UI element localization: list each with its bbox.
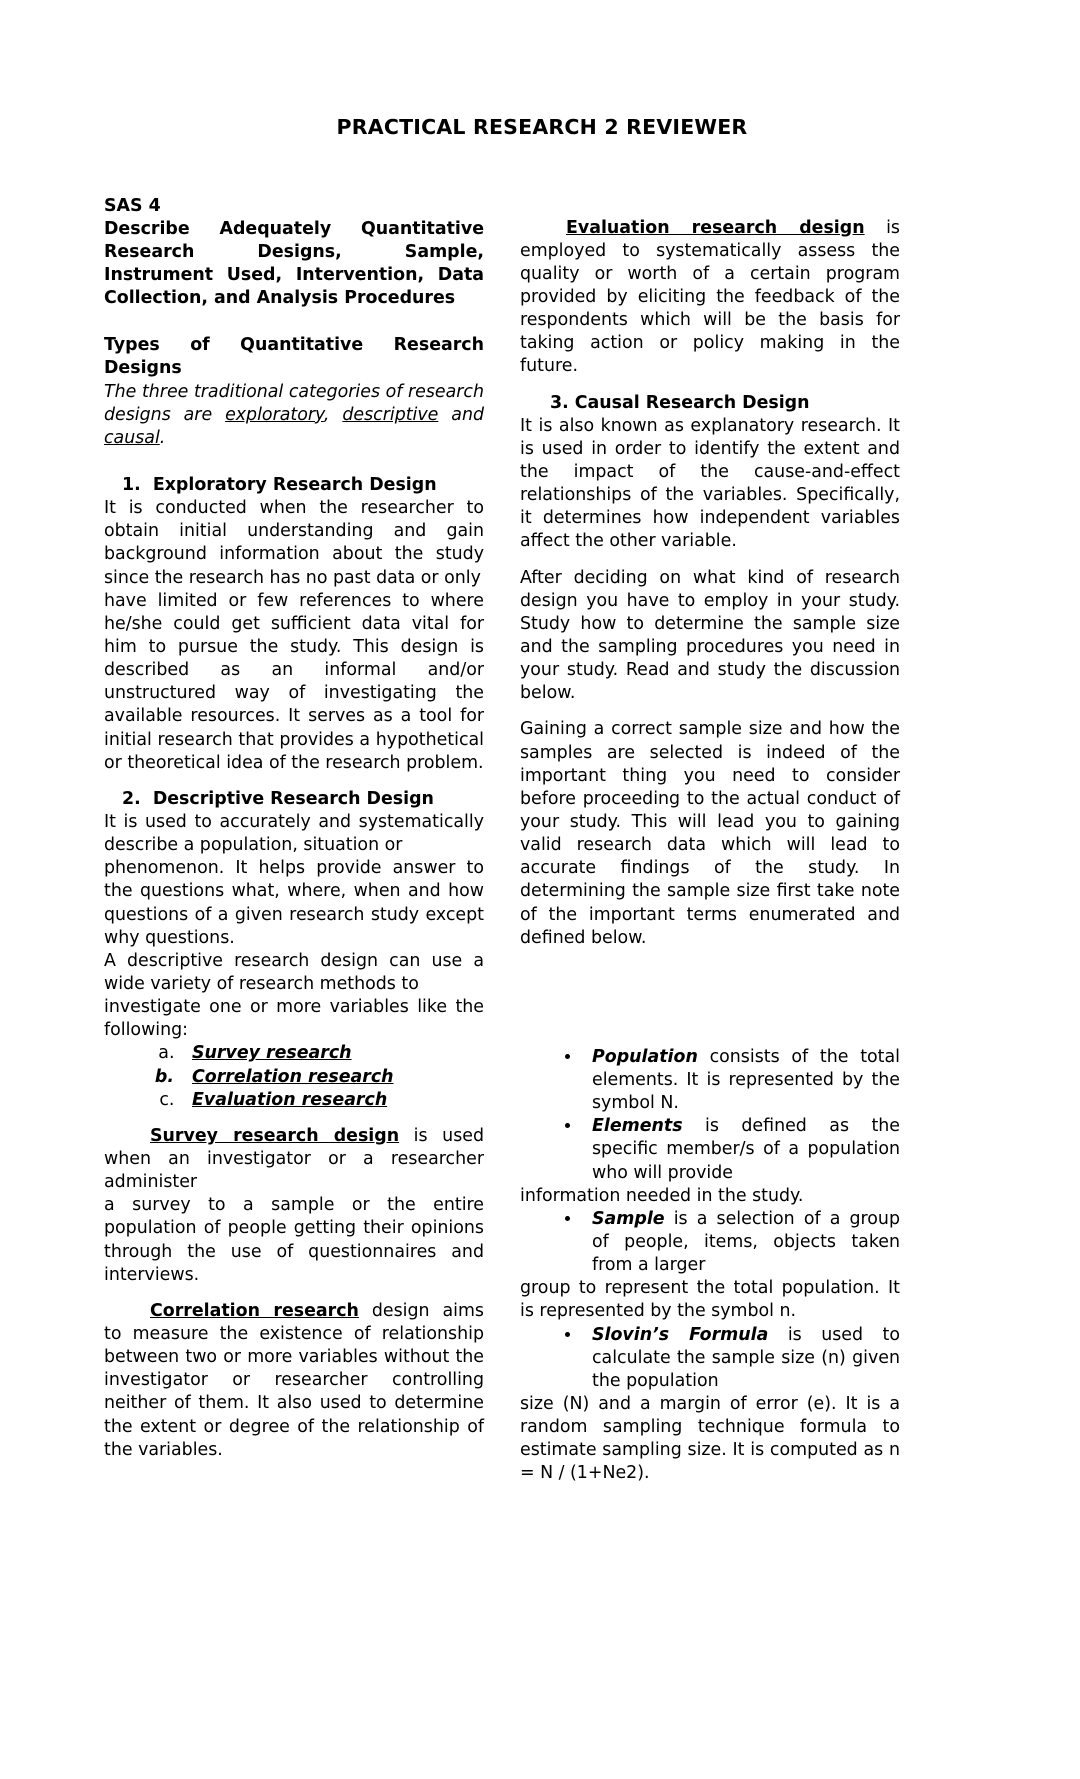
types-intro — [104, 381, 484, 450]
list-item — [582, 1115, 900, 1184]
gaining-sample-size-paragraph: Gaining a correct sample size and how the samples are selected is indeed of the important thing you need to consider before proceeding to the actual conduct of your study. This will lead you to gaining valid research data which will lead to accurate findings of the study. In determining the sample size first take note of the important terms enumerated and defined below. — [520, 719, 900, 948]
survey-paragraph-2: a survey to a sample or the entire population of people getting their opinions through the use of questionnaires and interviews. — [104, 1195, 484, 1285]
sample-continuation: group to represent the total population. It is represented by the symbol n. — [520, 1278, 900, 1322]
method-label-a: Survey research — [192, 1043, 352, 1064]
heading-descriptive-number: 2. — [122, 788, 141, 809]
right-column — [520, 195, 900, 1486]
terms-list-sample — [520, 1208, 900, 1277]
slovin-continuation: size (N) and a margin of error (e). It is a random sampling technique formula to estimate sampling size. It is computed as n = N / (1+Ne2). — [520, 1393, 900, 1484]
correlation-paragraph-text: design aims to measure the existence of relationship between two or more variables without the investigator or researcher controlling neither of them. It also used to determine the extent or degree of the relationship of the variables. — [104, 1300, 484, 1460]
descriptive-paragraph-4: investigate one or more variables like the following: — [104, 997, 484, 1041]
term-exploratory: exploratory — [225, 404, 324, 425]
heading-causal-research-design: 3. Causal Research Design — [550, 392, 810, 413]
evaluation-paragraph-text: is employed to systematically assess the quality or worth of a certain program provided by eliciting the feedback of the respondents which will be the basis for taking action or policy making in the future. — [520, 217, 900, 377]
term-evaluation-research-design: Evaluation research design — [566, 217, 865, 238]
term-sample: Sample — [592, 1208, 665, 1229]
descriptive-paragraph-1: It is used to accurately and systematically describe a population, situation or — [104, 812, 484, 856]
heading-descriptive-research-design — [104, 788, 484, 811]
descriptive-paragraph-2: phenomenon. It helps provide answer to the questions what, where, when and how questions of a given research study except why questions. — [104, 858, 484, 948]
terms-list-top — [520, 1046, 900, 1185]
list-item — [582, 1046, 900, 1115]
topic-heading: Describe Adequately Quantitative Research Designs, Sample, Instrument Used, Intervention, Data Collection, and Analysis Procedures — [104, 218, 484, 309]
types-end: . — [159, 427, 166, 448]
types-heading: Types of Quantitative Research Designs — [104, 335, 484, 379]
list-item — [180, 1042, 484, 1065]
definition-slovins-formula: is used to calculate the sample size (n) given the population — [592, 1324, 900, 1391]
method-label-b: Correlation research — [192, 1066, 394, 1087]
list-item — [180, 1089, 484, 1112]
exploratory-paragraph-2: have limited or few references to where he/she could get sufficient data vital for him to pursue the study. This design is described as an informal and/or unstructured way of investigating the available resources. It serves as a tool for initial research that provides a hypothetical or theoretical idea of the research problem. — [104, 590, 484, 773]
descriptive-paragraph-3: A descriptive research design can use a wide variety of research methods to — [104, 950, 484, 994]
method-list — [104, 1042, 484, 1111]
definition-population: consists of the total elements. It is represented by the symbol N. — [592, 1046, 900, 1114]
spacer — [520, 379, 900, 392]
page-title: PRACTICAL RESEARCH 2 REVIEWER — [336, 115, 748, 139]
list-item — [180, 1066, 484, 1089]
spacer — [104, 775, 484, 788]
spacer — [104, 310, 484, 334]
after-deciding-paragraph: After deciding on what kind of research design you have to employ in your study. Study how to determine the sample size and the sampling procedures you need in your study. Read and study the discussion below. — [520, 567, 900, 704]
types-intro-text: The three traditional categories of research designs are — [104, 381, 484, 425]
survey-paragraph-1 — [104, 1125, 484, 1194]
elements-continuation: information needed in the study. — [520, 1185, 804, 1206]
evaluation-paragraph — [520, 217, 900, 379]
spacer — [520, 554, 900, 567]
term-population: Population — [592, 1046, 698, 1067]
types-sep-1: , — [323, 404, 343, 425]
spacer — [104, 1287, 484, 1300]
spacer — [520, 705, 900, 718]
heading-descriptive-label: Descriptive Research Design — [152, 788, 434, 809]
left-column — [104, 195, 484, 1462]
spacer — [520, 950, 900, 1046]
term-elements: Elements — [592, 1116, 683, 1137]
spacer — [104, 450, 484, 474]
causal-paragraph: It is also known as explanatory research. It is used in order to identify the extent and the impact of the cause-and-effect relationships of the variables. Specifically, it determines how independent variables affect the other variable. — [520, 415, 900, 552]
types-sep-2: and — [438, 404, 485, 425]
heading-exploratory-number: 1. — [122, 475, 141, 496]
term-causal: causal — [104, 427, 160, 448]
correlation-paragraph — [104, 1300, 484, 1462]
list-item — [582, 1324, 900, 1393]
terms-list-slovin — [520, 1324, 900, 1393]
survey-paragraph-1-text: is used when an investigator or a researcher administer — [104, 1125, 484, 1193]
heading-exploratory-label: Exploratory Research Design — [152, 475, 437, 496]
method-label-c: Evaluation research — [192, 1089, 388, 1110]
exploratory-paragraph-1: It is conducted when the researcher to obtain initial understanding and gain background information about the study since the research has no past data or only — [104, 498, 484, 588]
definition-sample: is a selection of a group of people, items, objects taken from a larger — [592, 1208, 900, 1276]
two-column-body — [104, 195, 980, 1486]
definition-elements: is defined as the specific member/s of a population who will provide — [592, 1116, 900, 1183]
spacer — [104, 1112, 484, 1125]
term-descriptive: descriptive — [342, 404, 439, 425]
term-slovins-formula: Slovin’s Formula — [592, 1324, 769, 1345]
list-item — [582, 1208, 900, 1277]
term-correlation-research: Correlation research — [150, 1300, 359, 1321]
term-survey-research-design: Survey research design — [150, 1125, 400, 1146]
heading-exploratory-research-design — [104, 474, 484, 497]
sas-label: SAS 4 — [104, 195, 161, 216]
